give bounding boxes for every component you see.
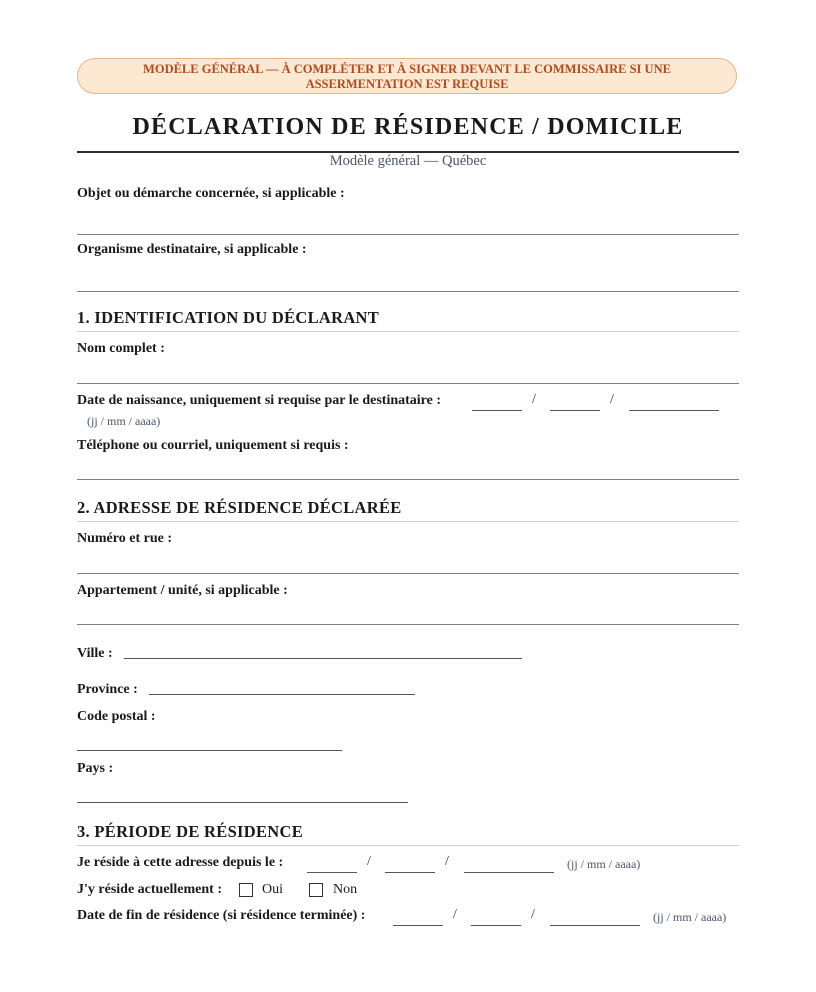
appartement-label: Appartement / unité, si applicable : <box>77 583 288 598</box>
fin-day-field[interactable] <box>393 925 443 926</box>
naissance-year-field[interactable] <box>629 410 719 411</box>
banner-line-2: ASSERMENTATION EST REQUISE <box>305 77 509 91</box>
date-separator: / <box>367 854 371 869</box>
contact-label: Téléphone ou courriel, uniquement si requis : <box>77 438 349 453</box>
organisme-label: Organisme destinataire, si applicable : <box>77 242 307 257</box>
naissance-month-field[interactable] <box>550 410 600 411</box>
fin-label: Date de fin de résidence (si résidence terminée) : <box>77 908 366 923</box>
section-2-title: 2. ADRESSE DE RÉSIDENCE DÉCLARÉE <box>77 498 402 517</box>
code-postal-field[interactable] <box>77 750 342 751</box>
form-page <box>77 0 739 992</box>
date-separator: / <box>531 907 535 922</box>
province-label: Province : <box>77 682 138 697</box>
contact-field[interactable] <box>77 479 739 480</box>
non-label: Non <box>333 882 358 897</box>
date-separator: / <box>610 392 614 407</box>
section-1-rule <box>77 331 739 332</box>
instruction-banner <box>77 58 737 94</box>
nom-label: Nom complet : <box>77 341 165 356</box>
rue-label: Numéro et rue : <box>77 531 172 546</box>
document-title: DÉCLARATION DE RÉSIDENCE / DOMICILE <box>132 114 684 140</box>
date-separator: / <box>453 907 457 922</box>
oui-checkbox[interactable] <box>239 883 253 897</box>
code-postal-label: Code postal : <box>77 709 156 724</box>
depuis-label: Je réside à cette adresse depuis le : <box>77 855 284 870</box>
section-3-title: 3. PÉRIODE DE RÉSIDENCE <box>77 822 304 841</box>
actuellement-label: J'y réside actuellement : <box>77 882 223 897</box>
fin-date-hint: (jj / mm / aaaa) <box>653 910 727 924</box>
appartement-field[interactable] <box>77 624 739 625</box>
rue-field[interactable] <box>77 573 739 574</box>
objet-field[interactable] <box>77 234 739 235</box>
section-1-title: 1. IDENTIFICATION DU DÉCLARANT <box>77 308 380 327</box>
oui-label: Oui <box>262 882 283 897</box>
organisme-field[interactable] <box>77 291 739 292</box>
depuis-day-field[interactable] <box>307 872 357 873</box>
date-separator: / <box>532 392 536 407</box>
fin-month-field[interactable] <box>471 925 521 926</box>
section-2-rule <box>77 521 739 522</box>
banner-line-1: MODÈLE GÉNÉRAL — À COMPLÉTER ET À SIGNER DEVANT LE COMMISSAIRE SI UNE <box>143 62 671 76</box>
nom-field[interactable] <box>77 383 739 384</box>
depuis-month-field[interactable] <box>385 872 435 873</box>
section-3-rule <box>77 845 739 846</box>
document-subtitle: Modèle général — Québec <box>329 153 487 169</box>
date-separator: / <box>445 854 449 869</box>
depuis-year-field[interactable] <box>464 872 554 873</box>
non-checkbox[interactable] <box>309 883 323 897</box>
depuis-date-hint: (jj / mm / aaaa) <box>567 857 641 871</box>
objet-label: Objet ou démarche concernée, si applicable : <box>77 186 345 201</box>
naissance-day-field[interactable] <box>472 410 522 411</box>
pays-field[interactable] <box>77 802 408 803</box>
naissance-date-hint: (jj / mm / aaaa) <box>87 414 161 428</box>
province-field[interactable] <box>149 694 415 695</box>
ville-field[interactable] <box>124 658 522 659</box>
pays-label: Pays : <box>77 761 114 776</box>
fin-year-field[interactable] <box>550 925 640 926</box>
ville-label: Ville : <box>77 646 113 661</box>
naissance-label: Date de naissance, uniquement si requise par le destinataire : <box>77 393 442 408</box>
